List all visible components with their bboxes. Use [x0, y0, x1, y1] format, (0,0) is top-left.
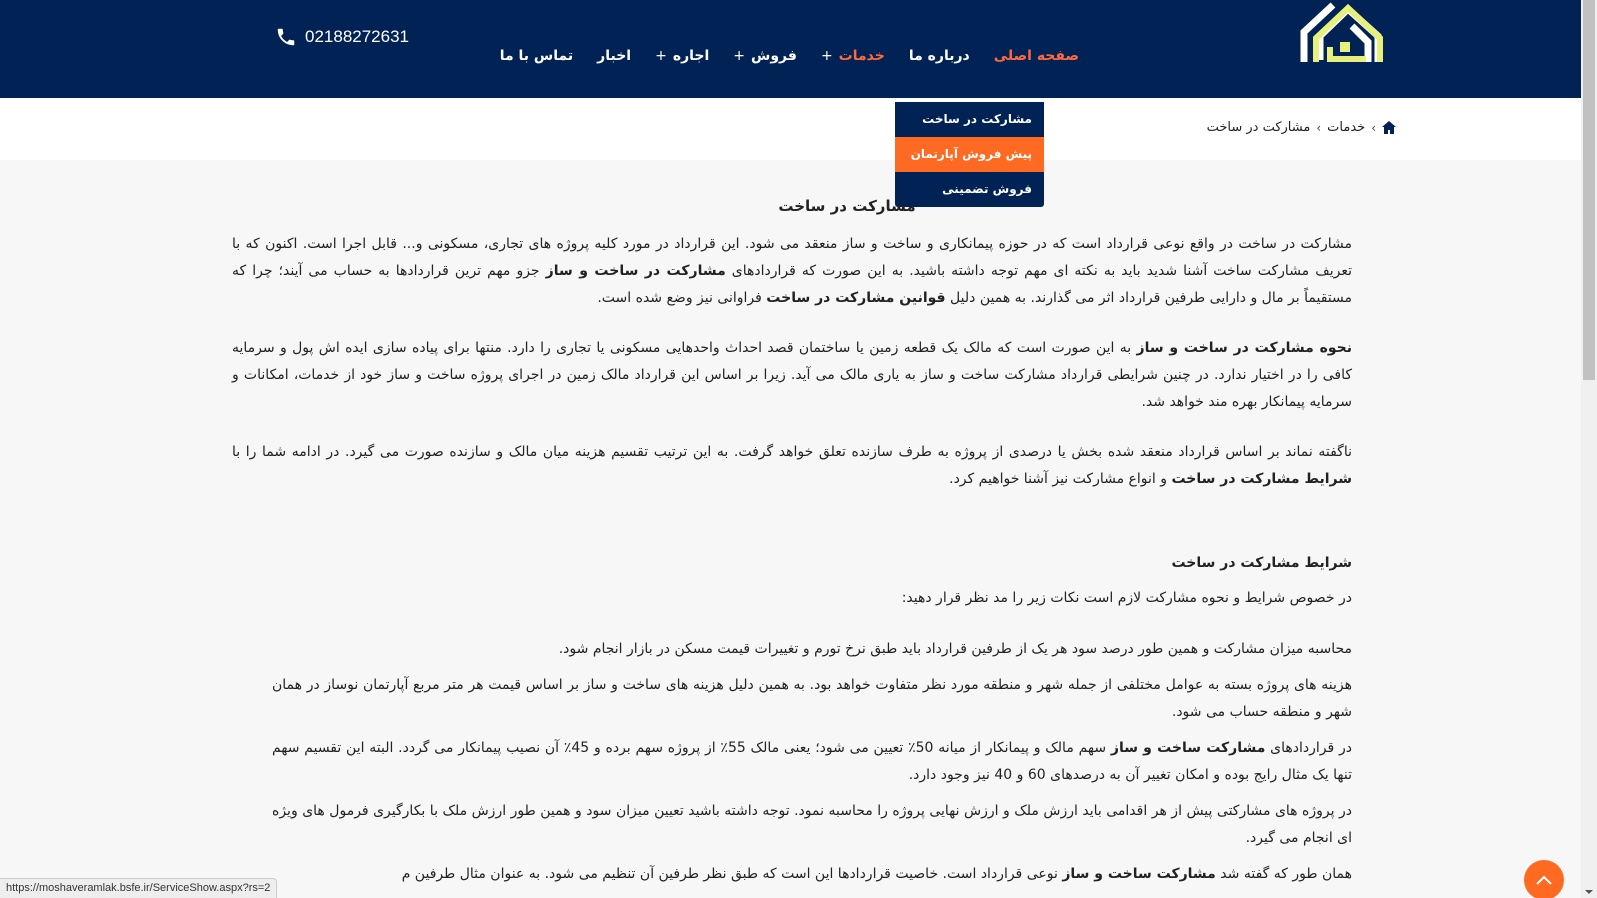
nav-news-label: اخبار — [597, 48, 632, 64]
phone-number: 02188272631 — [305, 27, 410, 46]
section-intro: در خصوص شرایط و نحوه مشارکت لازم است نکات زیر را مد نظر قرار دهید: — [901, 590, 1352, 606]
paragraph-intro — [232, 231, 1352, 312]
plus-icon: + — [655, 48, 667, 64]
nav-sale-label: فروش — [751, 48, 797, 64]
text: به این صورت است که مالک یک قطعه زمین یا ساختمان قصد احداث واحدهایی مسکونی یا تجاری را دارد. منتها برای پیاده سازی ایده اش پول و سرمایه کافی را در اختیار ندارد. در چنین شرایطی قرارداد مشارکت ساخت و ساز به یاری مالک می آید. زیرا بر اساس این قرارداد مالک زمین در اجرای پروژه ساخت و ساز خود از خدمات، امکانات و سرمایه پیمانکار بهره مند خواهد شد. — [232, 340, 1352, 410]
nav-home-label: صفحه اصلی — [993, 48, 1079, 64]
bold-text: مشارکت در ساخت و ساز — [545, 263, 726, 279]
nav-home[interactable] — [982, 48, 1091, 64]
plus-icon: + — [820, 48, 833, 64]
dropdown-item-partnership[interactable]: مشارکت در ساخت — [922, 112, 1032, 126]
text: فراوانی نیز وضع شده است. — [597, 290, 767, 306]
breadcrumb-bar — [0, 98, 1581, 160]
list-item — [272, 672, 1352, 726]
breadcrumb-separator: › — [1371, 120, 1376, 135]
text: هزینه های پروژه بسته به عوامل مختلفی از جمله شهر و منطقه مورد نظر متفاوت خواهد بود. به همین دلیل هزینه های ساخت و ساز بر اساس قیمت هر متر مربع آپارتمان نوساز در همان شهر و منطقه حساب می شود. — [272, 677, 1352, 720]
text: جزو مهم ترین قراردادها به حساب می آیند؛ چرا که مستقیماً بر مال و دارایی طرفین قرارداد اثر می گذارند. به همین دلیل — [232, 263, 1352, 306]
text: و انواع مشارکت نیز آشنا خواهیم کرد. — [949, 471, 1172, 487]
phone-icon — [275, 26, 297, 48]
conditions-list — [272, 636, 1352, 888]
text: سهم مالک و پیمانکار از میانه 50٪ تعیین می شود؛ یعنی مالک 55٪ از پروژه سهم برده و 45٪ آن نصیب پیمانکار می گردد. البته این تقسیم سهم تنها یک مثال رایج بوده و امکان تغییر آن به درصدهای 60 و 40 نیز وجود دارد. — [272, 740, 1352, 783]
bold-text: نحوه مشارکت در ساخت و ساز — [1136, 340, 1352, 356]
article-content — [232, 160, 1352, 897]
scroll-to-top-button[interactable] — [1524, 860, 1564, 898]
nav-rent-label: اجاره — [672, 48, 710, 64]
nav-about-label: درباره ما — [908, 48, 970, 64]
page-title: مشارکت در ساخت — [778, 197, 916, 215]
breadcrumb-services[interactable]: خدمات — [1327, 120, 1366, 135]
paragraph-method — [232, 335, 1352, 416]
breadcrumb-current: مشارکت در ساخت — [1206, 120, 1311, 135]
scrollbar-thumb[interactable] — [1583, 0, 1595, 380]
bold-text: مشارکت ساخت و ساز — [1062, 866, 1216, 882]
breadcrumb — [1207, 120, 1396, 135]
plus-icon: + — [733, 48, 746, 64]
text: محاسبه میزان مشارکت و همین طور درصد سود هر یک از طرفین قرارداد باید طبق نرخ تورم و تغییرات قیمت مسکن در بازار انجام شود. — [558, 641, 1352, 657]
list-item — [272, 798, 1352, 852]
text: ناگفته نماند بر اساس قرارداد منعقد شده بخش یا درصدی از پروژه به طرف سازنده تعلق خواهد گرفت. به این ترتیب تقسیم هزینه میان مالک و سازنده صورت می گیرد. در ادامه شما را با — [232, 444, 1352, 460]
nav-news[interactable] — [585, 48, 643, 64]
dropdown-item-guaranteed-sale[interactable]: فروش تضمینی — [942, 182, 1032, 196]
phone-contact[interactable] — [275, 26, 409, 48]
nav-about[interactable] — [897, 48, 982, 64]
list-item — [272, 735, 1352, 789]
logo-house-icon[interactable] — [1300, 2, 1384, 64]
page-scrollbar[interactable] — [1581, 0, 1597, 898]
bold-text: مشارکت ساخت و ساز — [1110, 740, 1266, 756]
text: نوعی قرارداد است. خاصیت قراردادها این است که طبق نظر طرفین آن تنظیم می شود. به عنوان مثال طرفین م — [401, 866, 1063, 882]
list-item — [272, 861, 1352, 888]
chevron-up-icon — [1535, 874, 1553, 886]
home-icon[interactable] — [1382, 121, 1396, 134]
text: همان طور که گفته شد — [1215, 866, 1352, 882]
list-item — [272, 636, 1352, 663]
breadcrumb-separator: › — [1316, 120, 1322, 135]
paragraph-share — [232, 439, 1352, 493]
nav-contact-label: تماس با ما — [499, 48, 574, 64]
main-nav — [488, 48, 1091, 64]
text: مشارکت در ساخت در واقع نوعی قرارداد است که در حوزه پیمانکاری و ساخت و ساز منعقد می شود. این قرارداد در مورد کلیه پروژه های تجاری، مسکونی و... قابل اجرا است. اکنون که با تعریف مشارکت ساخت آشنا شدید باید به نکته ای مهم توجه داشته باشید. به این صورت که قراردادهای — [232, 236, 1353, 279]
dropdown-item-presale[interactable]: پیش فروش آپارتمان — [895, 137, 1044, 172]
site-header — [0, 0, 1581, 98]
text: در پروژه های مشارکتی پیش از هر اقدامی باید ارزش ملک و ارزش نهایی پروژه را محاسبه نمود. توجه داشته باشید تعیین میزان سود و همین طور ارزش ملک با بکارگیری فرمول های ویژه ای انجام می گیرد. — [272, 803, 1352, 846]
bold-text: قوانین مشارکت در ساخت — [766, 290, 946, 306]
nav-services-label: خدمات — [838, 48, 885, 64]
section-title: شرایط مشارکت در ساخت — [1171, 555, 1352, 571]
status-bar-url: https://moshaveramlak.bsfe.ir/ServiceShow.aspx?rs=2 — [0, 878, 277, 898]
text: در قراردادهای — [1265, 740, 1352, 756]
bold-text: شرایط مشارکت در ساخت — [1171, 471, 1352, 487]
nav-rent[interactable] — [643, 48, 721, 64]
nav-contact[interactable] — [488, 48, 585, 64]
nav-sale[interactable] — [721, 48, 809, 64]
scroll-down-arrow-icon[interactable] — [1585, 890, 1593, 894]
nav-services[interactable] — [809, 48, 897, 64]
